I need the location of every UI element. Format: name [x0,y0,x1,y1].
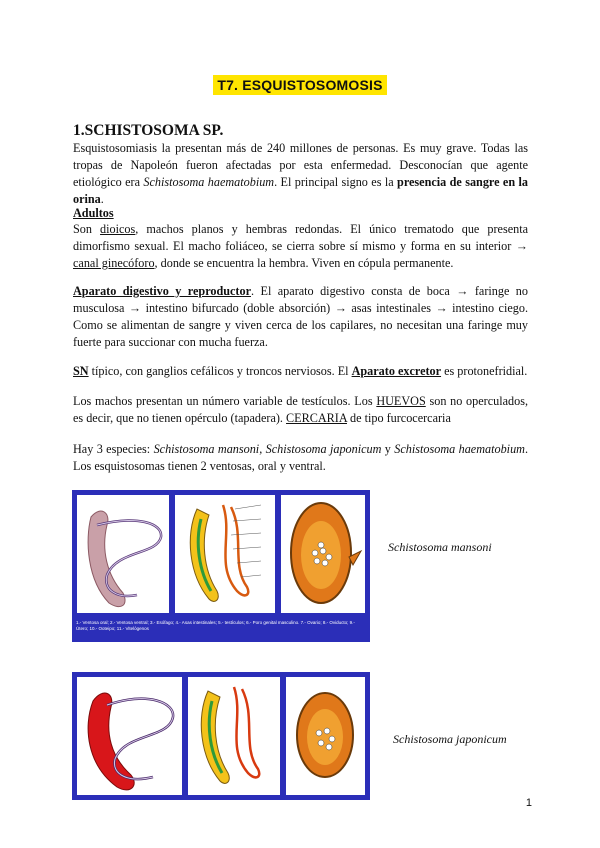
figure-mansoni [72,490,370,642]
mansoni-couple-panel [77,495,169,613]
sn-paragraph: SN típico, con ganglios cefálicos y troncos nerviosos. El Aparato excretor es protonefridial. [73,364,528,378]
title-text: T7. ESQUISTOSOMOSIS [213,75,386,95]
worm-pair-illustration [77,677,182,795]
aparato-paragraph: Aparato digestivo y reproductor. El aparato digestivo consta de boca → faringe no musculosa → intestino bifurcado (doble absorción) → asas intestinales → intestino ciego. Como se alimentan de sangre y viven cerca de los capilares, no necesitan una faringe muy fuerte para succionar con mucha fuerza. [73,284,528,349]
adultos-paragraph: Son dioicos, machos planos y hembras redondas. El único trematodo que presenta dimorfismo sexual. El macho foliáceo, se cierra sobre sí mismo y forma en su interior → canal ginecóforo, donde se encuentra la hembra. Viven en cópula permanente. [73,222,528,270]
japonicum-couple-panel [77,677,182,795]
especies-paragraph: Hay 3 especies: Schistosoma mansoni, Schistosoma japonicum y Schistosoma haematobium. Los esquistosomas tienen 2 ventosas, oral y ventral. [73,442,529,473]
anatomy-diagram [188,677,280,795]
intro-paragraph: Esquistosomiasis la presentan más de 240 millones de personas. Es muy grave. Todas las tropas de Napoleón fueron afectadas por esta enfermedad. Desconocían que agente etiológico era Schistosoma haematobium. El principal signo es la presencia de sangre en la orina. [73,141,528,206]
figure-caption: 1.- Ventosa oral; 2.- Ventosa ventral; 3.- Esófago; 4.- Asas intestinales; 5.- testículos; 6.- Poro genital masculino. 7.- Ovario; 8.- Oviducto; 9.- Útero; 10.- Ooteipo; 11.- Vitelógenos [76,620,355,631]
mansoni-egg-panel [281,495,365,613]
mansoni-anatomy-panel [175,495,275,613]
anatomy-diagram [175,495,275,613]
machos-paragraph: Los machos presentan un número variable de testículos. Los HUEVOS son no operculados, es decir, que no tienen opérculo (tapadera). CERCARIA de tipo furcocercaria [73,394,528,425]
figure-label-mansoni: Schistosoma mansoni [388,540,492,554]
page-title [0,77,600,95]
egg-illustration [281,495,365,613]
japonicum-egg-panel [286,677,365,795]
figure-label-japonicum: Schistosoma japonicum [393,732,507,746]
section-heading: 1.SCHISTOSOMA SP. [73,122,224,139]
adultos-heading: Adultos [73,206,114,220]
egg-illustration [286,677,365,795]
page-number: 1 [525,797,532,809]
figure-japonicum [72,672,370,800]
worm-pair-illustration [77,495,169,613]
japonicum-anatomy-panel [188,677,280,795]
